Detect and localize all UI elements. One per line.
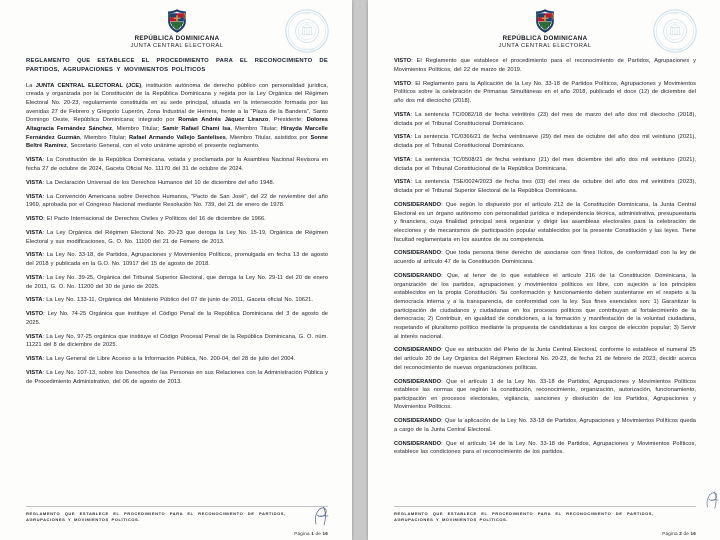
clause-paragraph [26,215,328,224]
clause-text: : Que, al tenor de lo que establece el artículo 216 de la Constitución Dominicana, la organización de los partidos, agrupaciones y movimientos políticos es libre, con sujeción a los principios establecidos en la propia Constitución. Su conformación y funcionamiento deben sustentarse en el respeto a la democracia interna y a la transparencia, de conformidad con la ley. Sus fines esenciales son: 1) Garantizar la participación de ciudadanos y ciudadanas en los procesos políticos que contribuyan al fortalecimiento de la democracia; 2) Contribuir, en igualdad de condiciones, a la formación y manifestación de la voluntad ciudadana, respetando el pluralismo político mediante la propuesta de candidaturas a los cargos de elección popular; 3) Servir al interés nacional. [394,272,696,340]
clause-lead: CONSIDERANDO [394,347,442,354]
clause-lead: VISTA [26,229,43,236]
clause-lead: VISTA [26,370,43,377]
clause-lead: VISTA [394,156,411,163]
page-2-body [394,50,696,506]
footer-page-label: Página [294,531,310,536]
clause-lead: VISTA [394,134,411,141]
svg-text:JUNTA: JUNTA [670,11,680,16]
clause-text: : Que el artículo 1 de la Ley No. 33-18 de Partidos, Agrupaciones y Movimientos Políticos establece las normas que regirán la constitución, reconocimiento, organización, autorización, funcionamiento, participación en procesos electorales, vigilancia, sanciones y disolución de los Partidos, Agrupaciones y Movimientos Políticos. [394,378,696,411]
clause-lead: VISTA [26,333,43,340]
page-2-number [394,531,696,536]
footer-page-total: 16 [322,531,328,536]
footer-page-current: 1 [311,531,314,536]
clause-paragraph [26,296,328,305]
clause-lead: CONSIDERANDO [394,272,442,279]
svg-text:ELECTORAL: ELECTORAL [299,47,315,52]
clause-lead: VISTA [26,274,43,281]
preamble-paragraph: La JUNTA CENTRAL ELECTORAL (JCE), institución autónoma de derecho público con personalidad jurídica, creada y organizada por la Constitución de la República Dominicana y regida por la Ley Orgánica del Régimen Electoral No. 20-23, regularmente constituida en su sede principal, situada en la intersección formada por las avenidas 27 de Febrero y Gregorio Luperón, Zona Industrial de Herrera, frente a la "Plaza de la Bandera", Santo Domingo Oeste, República Dominicana; integrado por Román Andrés Jáquez Liranzo, Presidente; Dolores Altagracia Fernández Sánchez, Miembro Titular; Samir Rafael Chami Isa, Miembro Titular; Hirayda Marcelle Fernández Guzmán, Miembro Titular; Rafael Armando Vallejo Santelises, Miembro Titular, asistidos por Sonne Beltré Ramírez, Secretario General, con el voto unánime aprobó el presente reglamento. [26,82,328,150]
clause-paragraph [394,80,696,106]
clause-lead: VISTA [26,179,43,186]
clause-paragraph [394,178,696,195]
clause-paragraph [26,229,328,246]
clause-text: : La Ley No. 133-11, Orgánica del Ministerio Público del 07 de junio de 2011, Gaceta oficial No. 10621. [42,297,313,304]
clause-lead: VISTA [26,356,43,363]
clause-lead: CONSIDERANDO [394,378,442,385]
jce-official-seal-icon [652,8,698,54]
letterhead-page-2 [394,4,696,50]
clause-paragraph [394,417,696,434]
clause-text: : La Ley No. 33-18, de Partidos, Agrupaciones y Movimientos Políticos, promulgada en fecha 13 de agosto del 2018 y publicada en la G.O. No. 10917 del 15 de agosto de 2018. [26,252,328,268]
clause-text: : La sentencia TC/0508/21 de fecha veintiuno (21) del mes diciembre del año dos mil veintiuno (2021), dictada por el Tribunal Constitucional de la República Dominicana. [394,156,696,172]
page-1-body [26,50,328,506]
clause-text: : La Constitución de la República Dominicana, votada y proclamada por la Asamblea Nacional Revisora en fecha 27 de octubre de 2024, Gaceta Oficial No. 11170 del 31 de octubre de 2024. [26,157,328,172]
footer-title: REGLAMENTO QUE ESTABLECE EL PROCEDIMIENTO PARA EL RECONOCIMIENTO DE PARTIDOS, AGRUPACIONES Y MOVIMIENTOS POLÍTICOS. [394,510,654,522]
clause-lead: CONSIDERANDO [394,250,442,257]
coat-of-arms-icon [164,8,190,34]
clause-paragraph [26,355,328,364]
clause-text: : La Ley No. 97-25 orgánica que instituye el Código Procesal Penal de la República Dominicana, G. O. núm. 11221 del 8 de diciembre de 2025. [26,333,328,349]
clause-paragraph [26,310,328,327]
footer-page-current: 2 [679,531,682,536]
letterhead-country: REPÚBLICA DOMINICANA [502,35,588,42]
clause-lead: VISTO [26,311,44,318]
coat-of-arms-icon [532,8,558,34]
clause-text: : La sentencia TSE/0024/2023 de fecha tres (03) del mes de octubre del año dos mil veintitrés (2023), dictada por el Tribunal Superior Electoral de la República Dominicana. [394,179,696,195]
page-1-number [26,531,328,536]
clause-paragraph [394,440,696,457]
clause-text: : La sentencia TC/0082/18 de fecha veintitrés (23) del mes de marzo del año dos mil dieciocho (2018), dictada por el Tribunal Constitucional Dominicano. [394,111,696,127]
clause-text: : Que la aplicación de la Ley No. 33-18 de Partidos, Agrupaciones y Movimientos Políticos queda a cargo de la Junta Central Electoral. [394,418,696,433]
clause-text: : La Convención Americana sobre Derechos Humanos, "Pacto de San José", del 22 de noviembre del año 1969, aprobada por el Congreso Nacional mediante Resolución No. 739, del 21 de enero de 1978. [26,193,328,209]
clause-paragraph [26,193,328,210]
footer-page-label: Página [662,531,678,536]
letterhead-organ: JUNTA CENTRAL ELECTORAL [498,42,592,49]
clause-text: : Que según lo dispuesto por el artículo 212 de la Constitución Dominicana, la Junta Central Electoral es un órgano autónomo con personalidad jurídica e independencia técnica, administrativa, presupuestaria y financiera, cuya finalidad principal será organizar y dirigir las asambleas electorales para la celebración de elecciones y de mecanismos de participación popular establecidos por la presente Constitución y las leyes. Tiene facultad reglamentaria en los asuntos de su competencia. [394,201,696,243]
clause-text: : El Pacto Internacional de Derechos Civiles y Políticos del 16 de diciembre de 1966. [43,216,266,223]
svg-text:ELECTORAL: ELECTORAL [667,47,683,52]
clause-text: : La Declaración Universal de los Derechos Humanos del 10 de diciembre del año 1948. [42,179,275,186]
clause-text: : Que el artículo 14 de la Ley No. 33-18 de Partidos, Agrupaciones y Movimientos Políticos, establece las condiciones para el reconocimiento de los partidos. [394,440,696,456]
footer-page-of: de [683,531,689,536]
clause-paragraph [394,57,696,74]
clause-paragraph [394,346,696,372]
jce-official-seal-icon [284,8,330,54]
letterhead-page-1 [26,4,328,50]
clause-text: : Que es atribución del Pleno de la Junta Central Electoral, conforme lo establece el numeral 25 del artículo 20 de Ley Orgánica del Régimen Electoral No. 20-23, de fecha 21 de febrero de 2023, decidir acerca del reconocimiento de nuevas organizaciones políticas. [394,347,696,371]
clause-lead: VISTO [26,216,44,223]
clause-lead: CONSIDERANDO [394,201,442,208]
clause-paragraph [26,179,328,188]
document-page-1[interactable] [0,0,352,540]
clause-lead: VISTA [394,111,411,118]
clause-text: : Ley No. 74-25 Orgánica que instituye el Código Penal de la República Dominicana del 3 de agosto de 2025. [26,311,328,326]
clause-text: : La Ley No. 39-25, Orgánica del Tribunal Superior Electoral, que deroga la Ley No. 29-11 del 20 de enero de 2011, G. O. No. 11200 del 30 de junio de 2025. [26,274,328,290]
clause-paragraph [26,274,328,291]
clause-text: : La Ley No. 107-13, sobre los Derechos de las Personas en sus Relaciones con la Administración Pública y de Procedimiento Administrativo, del 06 de agosto de 2013. [26,370,328,385]
clause-lead: VISTA [26,297,43,304]
clause-paragraph [394,111,696,128]
page-2-clause-list [394,57,696,457]
clause-text: : La sentencia TC/0366/21 de fecha veintinueve (29) del mes de octubre del año dos mil veintiuno (2021), dictada por el Tribunal Constitucional Dominicano. [394,134,696,150]
handwritten-initial-icon [312,505,332,527]
clause-text: : La Ley Orgánica del Régimen Electoral No. 20-23 que deroga la Ley No. 15-19, Orgánica de Régimen Electoral y sus modificaciones, G. O. No. 11100 del 21 de Femero de 2013. [26,229,328,245]
footer-page-of: de [315,531,321,536]
clause-lead: VISTA [26,157,43,164]
clause-lead: VISTA [394,179,411,186]
document-title: REGLAMENTO QUE ESTABLECE EL PROCEDIMIENTO PARA EL RECONOCIMIENTO DE PARTIDOS, AGRUPACIONES Y MOVIMIENTOS POLÍTICOS [26,58,328,74]
clause-paragraph [394,133,696,150]
page-1-footer [26,506,328,536]
clause-paragraph [394,249,696,266]
clause-text: : La Ley General de Libre Acceso a la Información Pública, No. 200-04, del 28 de julio del 2004. [42,356,296,363]
clause-paragraph [394,272,696,341]
clause-paragraph [26,251,328,268]
clause-paragraph [394,378,696,413]
svg-text:JUNTA: JUNTA [302,11,312,16]
page-2-footer [394,506,696,536]
clause-text: : Que toda persona tiene derecho de asociarse con fines lícitos, de conformidad con la ley de acuerdo al artículo 47 de la Constitución Dominicana. [394,250,696,266]
clause-paragraph [26,333,328,350]
clause-paragraph [394,201,696,244]
footer-page-total: 16 [690,531,696,536]
clause-lead: VISTO [394,58,412,65]
footer-title: REGLAMENTO QUE ESTABLECE EL PROCEDIMIENTO PARA EL RECONOCIMIENTO DE PARTIDOS, AGRUPACIONES Y MOVIMIENTOS POLÍTICOS. [26,510,286,522]
clause-text: : El Reglamento para la Aplicación de la Ley No. 33-18 de Partidos Políticos, Agrupaciones y Movimientos Políticos sobre la celebración de Primarias Simultáneas en el año 2018, publicado el doce (12) de diciembre del año dos mil dieciocho (2018). [394,80,696,105]
document-page-2[interactable] [368,0,720,540]
clause-paragraph [394,156,696,173]
clause-lead: VISTA [26,252,43,259]
letterhead-country: REPÚBLICA DOMINICANA [134,35,220,42]
clause-lead: CONSIDERANDO [394,440,442,447]
clause-paragraph [26,156,328,173]
clause-lead: VISTA [26,193,43,200]
page-1-clause-list [26,156,328,386]
clause-lead: CONSIDERANDO [394,418,442,425]
clause-paragraph [26,369,328,386]
clause-lead: VISTO [394,80,412,87]
letterhead-organ: JUNTA CENTRAL ELECTORAL [130,42,224,49]
clause-text: : El Reglamento que establece el procedimiento para el reconocimiento de Partidos, Agrupaciones y Movimientos Políticos, del 22 de marzo de 2019. [394,58,696,73]
